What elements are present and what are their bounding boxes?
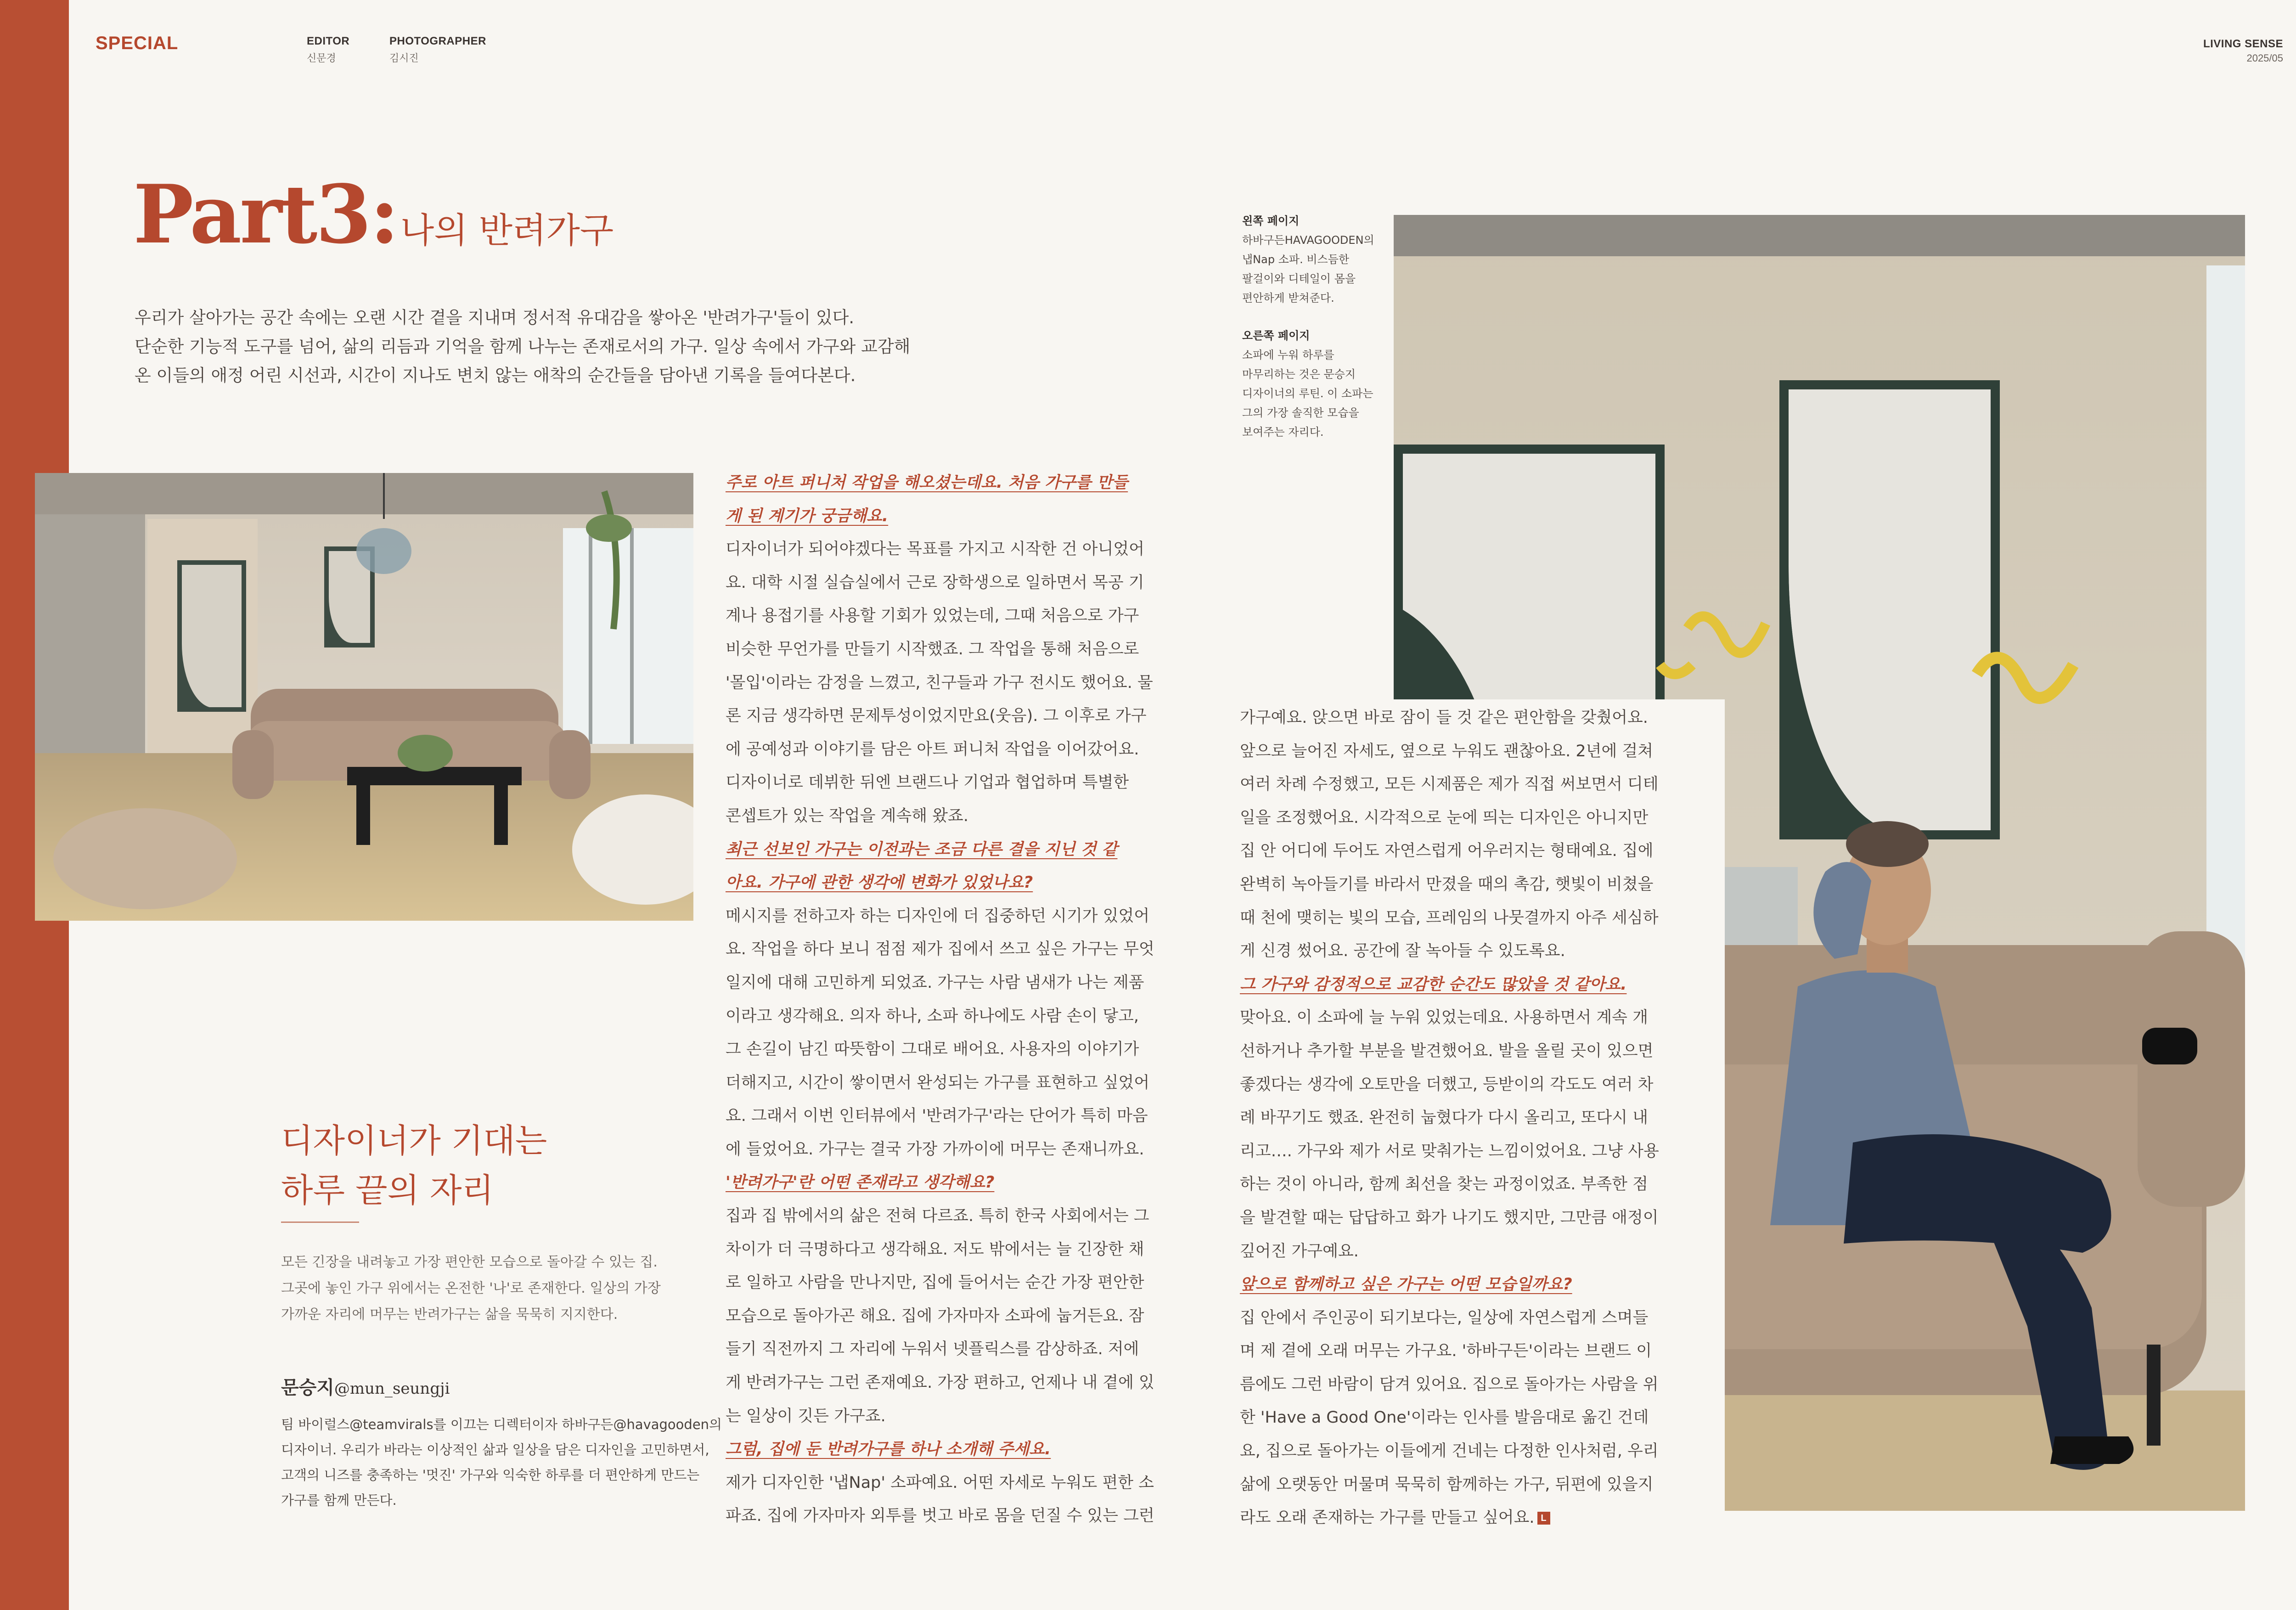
interview-answer-line: 게 반려가구는 그런 존재예요. 가장 편하고, 언제나 내 곁에 있 (726, 1374, 1154, 1392)
interview-answer-line: 삶에 오랫동안 머물며 묵묵히 함께하는 가구, 뒤편에 있을지 (1240, 1475, 1654, 1494)
interview-answer-line: 한 'Have a Good One'이라는 인사를 발음대로 옮긴 건데 (1240, 1408, 1649, 1427)
interview-question: 아요. 가구에 관한 생각에 변화가 있었나요? (726, 873, 1033, 892)
interview-answer-line: 깊어진 가구예요. (1240, 1242, 1359, 1261)
feature-description-line: 그곳에 놓인 가구 위에서는 온전한 '나'로 존재한다. 일상의 가장 (281, 1280, 661, 1296)
interview-answer-line: 론 지금 생각하면 문제투성이었지만요(웃음). 그 이후로 가구 (726, 707, 1147, 726)
intro-line: 단순한 기능적 도구를 넘어, 삶의 리듬과 기억을 함께 나누는 존재로서의 가구. 일상 속에서 가구와 교감해 (135, 337, 911, 356)
part-number: Part3: (133, 168, 398, 262)
caption-line: 소파에 누워 하루를 (1242, 349, 1334, 361)
interview-question: 주로 아트 퍼니처 작업을 해오셨는데요. 처음 가구를 만들 (726, 473, 1128, 492)
feature-heading-line: 하루 끝의 자리 (281, 1171, 494, 1210)
photographer-name: 김시진 (389, 53, 419, 64)
interview-answer-line: 며 제 곁에 오래 머무는 가구요. '하바구든'이라는 브랜드 이 (1240, 1342, 1652, 1361)
caption-line: 냅Nap 소파. 비스듬한 (1242, 253, 1350, 266)
interview-answer-line: 에 들었어요. 가구는 결국 가장 가까이에 머무는 존재니까요. (726, 1140, 1144, 1159)
photo-captions (1242, 211, 1389, 442)
interview-answer-line: 들기 직전까지 그 자리에 누워서 넷플릭스를 감상하죠. 저에 (726, 1340, 1139, 1359)
issue-date: 2025/05 (2246, 52, 2283, 64)
interview-answer-line: 일지에 대해 고민하게 되었죠. 가구는 사람 냄새가 나는 제품 (726, 973, 1144, 992)
interview-answer-line: 비슷한 무언가를 만들기 시작했죠. 그 작업을 통해 처음으로 (726, 640, 1139, 659)
interview-answer-line: 디자이너가 되어야겠다는 목표를 가지고 시작한 건 아니었어 (726, 540, 1145, 559)
interview-answer-line: 여러 차례 수정했고, 모든 시제품은 제가 직접 써보면서 디테 (1240, 775, 1659, 794)
interview-question: '반려가구'란 어떤 존재라고 생각해요? (726, 1173, 995, 1192)
interview-answer-line: 요. 그래서 이번 인터뷰에서 '반려가구'라는 단어가 특히 마음 (726, 1107, 1148, 1126)
caption-line: 마무리하는 것은 문승지 (1242, 368, 1356, 381)
interview-answer-line: 앞으로 늘어진 자세도, 옆으로 누워도 괜찮아요. 2년에 걸쳐 (1240, 742, 1654, 760)
interview-answer-line: 로 일하고 사람을 만나지만, 집에 들어서는 순간 가장 편안한 (726, 1273, 1144, 1292)
interview-question: 앞으로 함께하고 싶은 가구는 어떤 모습일까요? (1240, 1275, 1572, 1294)
interview-answer-line: 게 신경 썼어요. 공간에 잘 녹아들 수 있도록요. (1240, 942, 1565, 961)
editor-credit (307, 35, 349, 65)
caption-right-title: 오른쪽 페이지 (1242, 329, 1310, 342)
bio-line: 가구를 함께 만든다. (281, 1492, 397, 1508)
photographer-label: PHOTOGRAPHER (389, 35, 486, 47)
interview-answer-line: 좋겠다는 생각에 오토만을 더했고, 등받이의 각도도 여러 차 (1240, 1075, 1654, 1094)
caption-line: 팔걸이와 디테일이 몸을 (1242, 272, 1356, 285)
interview-answer-line: 더해지고, 시간이 쌓이면서 완성되는 가구를 표현하고 싶었어 (726, 1073, 1150, 1092)
magazine-name: LIVING SENSE (2203, 38, 2283, 50)
interview-answer-line: 모습으로 돌아가곤 해요. 집에 가자마자 소파에 눕거든요. 잠 (726, 1306, 1144, 1325)
interview-answer-line: 가구예요. 앉으면 바로 잠이 들 것 같은 편안함을 갖췄어요. (1240, 709, 1648, 727)
caption-line: 하바구든HAVAGOODEN의 (1242, 234, 1374, 247)
intro-line: 우리가 살아가는 공간 속에는 오랜 시간 곁을 지내며 정서적 유대감을 쌓아온 '반려가구'들이 있다. (135, 308, 855, 327)
interview-answer-line: 선하거나 추가할 부분을 발견했어요. 발을 올릴 곳이 있으면 (1240, 1041, 1654, 1060)
bio-line: 디자이너. 우리가 바라는 이상적인 삶과 일상을 담은 디자인을 고민하면서, (281, 1442, 709, 1458)
designer-bio (281, 1412, 722, 1513)
interview-answer-line: 에 공예성과 이야기를 담은 아트 퍼니처 작업을 이어갔어요. (726, 740, 1139, 759)
interview-question: 게 된 계기가 궁금해요. (726, 507, 889, 525)
designer-name (281, 1373, 450, 1399)
interview-answer-line: 그 손길이 남긴 따뜻함이 그대로 배어요. 사용자의 이야기가 (726, 1040, 1139, 1059)
interview-answer-line: 을 발견할 때는 답답하고 화가 나기도 했지만, 그만큼 애정이 (1240, 1208, 1659, 1227)
interview-answer-line: 콘셉트가 있는 작업을 계속해 왔죠. (726, 806, 968, 825)
interview-answer-line: 요. 대학 시절 실습실에서 근로 장학생으로 일하면서 목공 기 (726, 573, 1144, 592)
caption-line: 그의 가장 솔직한 모습을 (1242, 406, 1359, 419)
caption-line: 보여주는 자리다. (1242, 426, 1324, 439)
intro-line: 온 이들의 애정 어린 시선과, 시간이 지나도 변치 않는 애착의 순간들을 담아낸 기록을 들여다본다. (135, 366, 856, 385)
interview-answer-line: 메시지를 전하고자 하는 디자인에 더 집중하던 시기가 있었어 (726, 906, 1150, 925)
feature-description-line: 가까운 자리에 머무는 반려가구는 삶을 묵묵히 지지한다. (281, 1306, 618, 1323)
feature-heading-line: 디자이너가 기대는 (281, 1121, 547, 1160)
caption-line: 디자이너의 루틴. 이 소파는 (1242, 387, 1373, 400)
caption-line: 편안하게 받쳐준다. (1242, 292, 1334, 304)
interview-question: 최근 선보인 가구는 이전과는 조금 다른 결을 지닌 것 같 (726, 840, 1118, 859)
editor-name: 신문경 (307, 53, 336, 64)
interview-question: 그 가구와 감정적으로 교감한 순간도 많았을 것 같아요. (1240, 975, 1627, 994)
interview-answer-line: 집 안에서 주인공이 되기보다는, 일상에 자연스럽게 스며들 (1240, 1308, 1649, 1327)
interview-answer-line: 요, 집으로 돌아가는 이들에게 건네는 다정한 인사처럼, 우리 (1240, 1442, 1659, 1461)
article-column-2 (1240, 699, 1725, 1539)
living-room-photo (35, 473, 693, 921)
interview-answer-line: 집과 집 밖에서의 삶은 전혀 다르죠. 특히 한국 사회에서는 그 (726, 1207, 1149, 1226)
bio-line: 고객의 니즈를 충족하는 '멋진' 가구와 익숙한 하루를 더 편안하게 만드는 (281, 1467, 700, 1483)
interview-answer-line: 완벽히 녹아들기를 바라서 만졌을 때의 촉감, 햇빛이 비쳤을 (1240, 875, 1654, 894)
interview-answer-line: 는 일상이 깃든 가구죠. (726, 1407, 886, 1425)
caption-left-title: 왼쪽 페이지 (1242, 214, 1300, 227)
photographer-credit (389, 35, 486, 65)
bio-line: 팀 바이럴스@teamvirals를 이끄는 디렉터이자 하바구든@havagooden의 (281, 1417, 722, 1432)
interview-answer-line: 디자이너로 데뷔한 뒤엔 브랜드나 기업과 협업하며 특별한 (726, 773, 1129, 792)
designer-handle: @mun_seungji (334, 1379, 450, 1398)
designer-korean-name: 문승지 (281, 1377, 334, 1398)
magazine-masthead (2203, 38, 2283, 64)
interview-answer-line: 리고…. 가구와 제가 서로 맞춰가는 느낌이었어요. 그냥 사용 (1240, 1142, 1659, 1160)
interview-answer-line: 하는 것이 아니라, 함께 최선을 찾는 과정이었죠. 부족한 점 (1240, 1175, 1648, 1194)
interview-answer-line: 례 바꾸기도 했죠. 완전히 눕혔다가 다시 올리고, 또다시 내 (1240, 1109, 1648, 1127)
feature-description-line: 모든 긴장을 내려놓고 가장 편안한 모습으로 돌아갈 수 있는 집. (281, 1254, 658, 1270)
feature-description (281, 1249, 685, 1328)
interview-answer-line: 맞아요. 이 소파에 늘 누워 있었는데요. 사용하면서 계속 개 (1240, 1008, 1648, 1027)
interview-answer-line: 이라고 생각해요. 의자 하나, 소파 하나에도 사람 손이 닿고, (726, 1007, 1139, 1025)
intro-paragraph (135, 303, 1007, 390)
feature-heading (281, 1116, 547, 1215)
interview-answer-line: 제가 디자인한 '냅Nap' 소파예요. 어떤 자세로 누워도 편한 소 (726, 1473, 1154, 1492)
interview-answer-line: 집 안 어디에 두어도 자연스럽게 어우러지는 형태예요. 집에 (1240, 842, 1654, 861)
interview-question: 그럼, 집에 둔 반려가구를 하나 소개해 주세요. (726, 1440, 1051, 1459)
interview-answer-line: 계나 용접기를 사용할 기회가 있었는데, 그때 처음으로 가구 (726, 607, 1139, 625)
interview-answer-line: 요. 작업을 하다 보니 점점 제가 집에서 쓰고 싶은 가구는 무엇 (726, 940, 1154, 959)
divider (281, 1222, 359, 1223)
page-title (133, 168, 614, 262)
editor-label: EDITOR (307, 35, 350, 47)
interview-answer-line: 일을 조정했어요. 시각적으로 눈에 띄는 디자인은 아니지만 (1240, 808, 1649, 827)
interview-answer-line: 름에도 그런 바람이 담겨 있어요. 집으로 돌아가는 사람을 위 (1240, 1375, 1659, 1394)
interview-answer-line: '몰입'이라는 감정을 느꼈고, 친구들과 가구 전시도 했어요. 물 (726, 673, 1153, 692)
interview-answer-line: 파죠. 집에 가자마자 외투를 벗고 바로 몸을 던질 수 있는 그런 (726, 1507, 1154, 1526)
interview-answer-line: 때 천에 맺히는 빛의 모습, 프레임의 나뭇결까지 아주 세심하 (1240, 908, 1659, 927)
part-subtitle: 나의 반려가구 (400, 210, 614, 251)
section-label: SPECIAL (96, 33, 179, 53)
interview-answer-line: 차이가 더 극명하다고 생각해요. 저도 밖에서는 늘 긴장한 채 (726, 1240, 1144, 1259)
magazine-spread (69, 0, 2296, 1610)
article-column-1 (726, 466, 1217, 1533)
interview-answer-line: 라도 오래 존재하는 가구를 만들고 싶어요. L (1240, 1501, 1719, 1535)
end-mark-icon: L (1537, 1512, 1550, 1525)
